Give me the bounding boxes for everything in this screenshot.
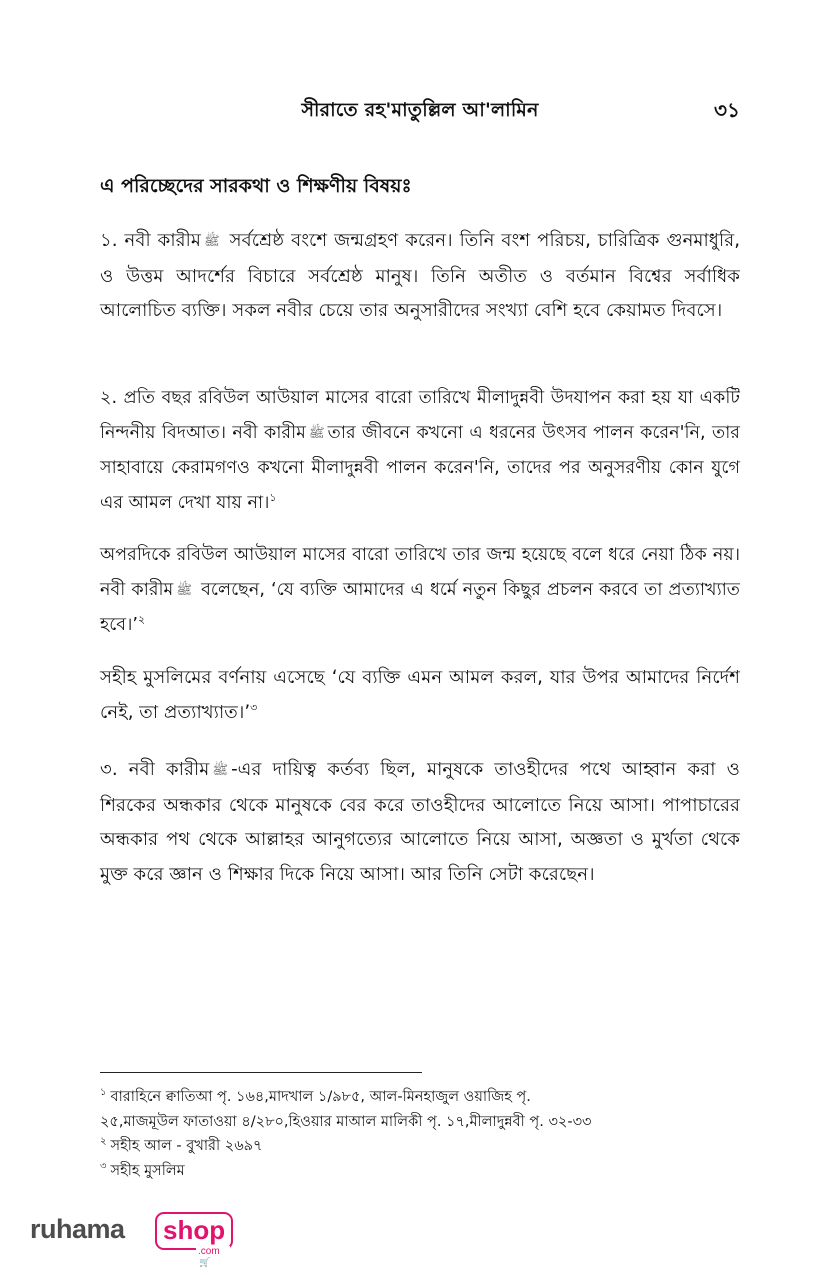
logo-text-shop: shop	[155, 1212, 233, 1250]
footnote-ref: ১	[269, 490, 277, 504]
paragraph-3	[100, 538, 740, 643]
footnote-mark: ২	[100, 1136, 107, 1148]
salutation-mark: ﷺ	[203, 234, 220, 249]
footnote-1	[100, 1085, 760, 1110]
footnotes	[100, 1085, 760, 1183]
paragraph-text: -এর দায়িত্ব কর্তব্য ছিল, মানুষকে তাওহীদের পথে আহ্বান করা ও শিরকের অন্ধকার থেকে মানুষকে বের করে তাওহীদের আলোতে নিয়ে আসা। পাপাচারের অন্ধকার পথ থেকে আল্লাহর আনুগত্যের আলোতে নিয়ে আসা, অজ্ঞতা ও মুর্খতা থেকে মুক্ত করে জ্ঞান ও শিক্ষার দিকে নিয়ে আসা। আর তিনি সেটা করেছেন।	[100, 759, 741, 885]
footnote-divider	[100, 1072, 422, 1073]
footnote-2	[100, 1134, 760, 1159]
footnote-ref: ২	[138, 613, 146, 627]
footnote-text: সহীহ আল - বুখারী ২৬৯৭	[110, 1138, 263, 1154]
logo-dotcom	[196, 1246, 230, 1268]
salutation-mark: ﷺ	[212, 763, 229, 778]
salutation-mark: ﷺ	[176, 582, 193, 598]
footnote-mark: ১	[100, 1087, 107, 1099]
footnote-mark: ৩	[100, 1160, 107, 1172]
paragraph-text: ৩. নবী কারীম	[100, 759, 210, 780]
section-heading: এ পরিচ্ছেদের সারকথা ও শিক্ষণীয় বিষয়ঃ	[100, 175, 412, 197]
paragraph-text: অপরদিকে রবিউল আউয়াল মাসের বারো তারিখে তার জন্ম হয়েছে বলে ধরে নেয়া ঠিক নয়। নবী কারীম	[100, 545, 740, 600]
running-title: সীরাতে রহ'মাতুল্লিল আ'লামিন	[301, 99, 539, 121]
cart-icon: 🛒	[199, 1257, 211, 1267]
page-header	[100, 96, 740, 130]
paragraph-4	[100, 661, 740, 730]
footnote-3	[100, 1159, 760, 1184]
logo-text-ruhama: ruhama	[30, 1214, 125, 1244]
paragraph-text: সহীহ মুসলিমের বর্ণনায় এসেছে ‘যে ব্যক্তি এমন আমল করল, যার উপর আমাদের নির্দেশ নেই, তা প্রত্যাখ্যাত।’	[100, 667, 740, 723]
paragraph-5	[100, 753, 740, 892]
paragraph-text: সর্বশ্রেষ্ঠ বংশে জন্মগ্রহণ করেন। তিনি বংশ পরিচয়, চারিত্রিক গুনমাধুরি, ও উত্তম আদর্শের বিচারে সর্বশ্রেষ্ঠ মানুষ। তিনি অতীত ও বর্তমান বিশ্বের সর্বাধিক আলোচিত ব্যক্তি। সকল নবীর চেয়ে তার অনুসারীদের সংখ্যা বেশি হবে কেয়ামত দিবসে।	[100, 230, 740, 321]
footnote-text: বারাহিনে ক্বাতিআ পৃ. ১৬৪,মাদখাল ১/৯৮৫, আল-মিনহাজুল ওয়াজিহ পৃ.	[110, 1089, 531, 1105]
paragraph-1	[100, 224, 740, 329]
paragraph-text: ১. নবী কারীম	[100, 230, 201, 251]
footnote-1-continued	[100, 1110, 760, 1135]
paragraph-2	[100, 381, 740, 520]
paragraph-text: তার জীবনে কখনো এ ধরনের উৎসব পালন করেন'নি, তার সাহাবায়ে কেরামগণও কখনো মীলাদুন্নবী পালন করেন'নি, তাদের পর অনুসরণীয় কোন যুগে এর আমল দেখা যায় না।	[100, 422, 740, 513]
footnote-text: ২৫,মাজমূউল ফাতাওয়া ৪/২৮০,হিওয়ার মাআল মালিকী পৃ. ১৭,মীলাদুন্নবী পৃ. ৩২-৩৩	[100, 1113, 592, 1130]
footnote-ref: ৩	[250, 700, 258, 714]
salutation-mark: ﷺ	[308, 425, 325, 441]
ruhamashop-logo	[30, 1212, 230, 1267]
page-number: ৩১	[714, 98, 740, 122]
paragraph-text: বলেছেন, ‘যে ব্যক্তি আমাদের এ ধর্মে নতুন কিছুর প্রচলন করবে তা প্রত্যাখ্যাত হবে।’	[100, 579, 740, 635]
logo-text-dotcom: .com	[198, 1246, 220, 1257]
paragraph-text: ২. প্রতি বছর রবিউল আউয়াল মাসের বারো তারিখে মীলাদুন্নবী উদযাপন করা হয় যা একটি নিন্দনীয় বিদআত। নবী কারীম	[100, 388, 740, 443]
footnote-text: সহীহ মুসলিম	[110, 1162, 185, 1179]
